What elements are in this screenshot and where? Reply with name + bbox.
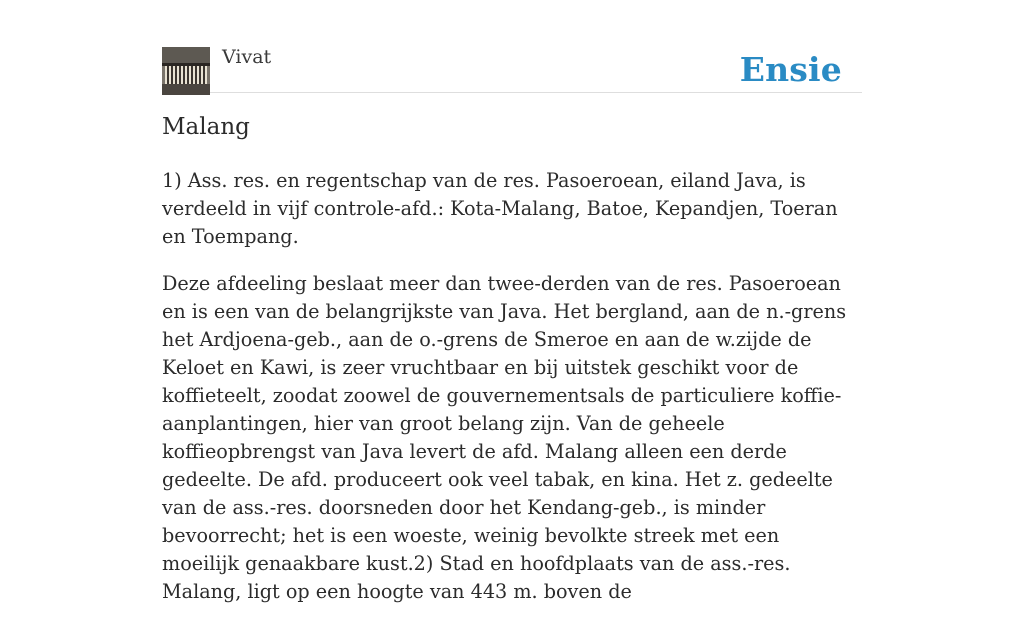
source-name[interactable]: Vivat xyxy=(222,46,272,68)
article-title: Malang xyxy=(162,114,250,140)
article-paragraph: 1) Ass. res. en regentschap van de res. Pasoeroean, eiland Java, is verdeeld in vijf controle-afd.: Kota-Malang, Batoe, Kepandjen, Toeran en Toempang. xyxy=(162,169,838,248)
article-page xyxy=(162,0,862,603)
brand-logo[interactable]: Ensie xyxy=(739,50,842,89)
article-body xyxy=(162,167,862,625)
article-paragraph: Deze afdeeling beslaat meer dan twee-derden van de res. Pasoeroean en is een van de belangrijkste van Java. Het bergland, aan de n.-grens het Ardjoena-geb., aan de o.-grens de Smeroe en aan de w.zijde de Keloet en Kawi, is zeer vruchtbaar en bij uitstek geschikt voor de koffieteelt, zoodat zoowel de gouvernementsals de particuliere koffie-aanplantingen, hier van groot belang zijn. Van de geheele koffieopbrengst van Java levert de afd. Malang alleen een derde gedeelte. De afd. produceert ook veel tabak, en kina. Het z. gedeelte van de ass.-res. doorsneden door het Kendang-geb., is minder bevoorrecht; het is een woeste, weinig bevolkte streek met een moeilijk genaakbare kust.2) Stad en hoofdplaats van de ass.-res. Malang, ligt op een hoogte van 443 m. boven de xyxy=(162,272,847,603)
article-header xyxy=(162,0,862,93)
bookshelf-avatar-icon[interactable] xyxy=(162,47,210,95)
